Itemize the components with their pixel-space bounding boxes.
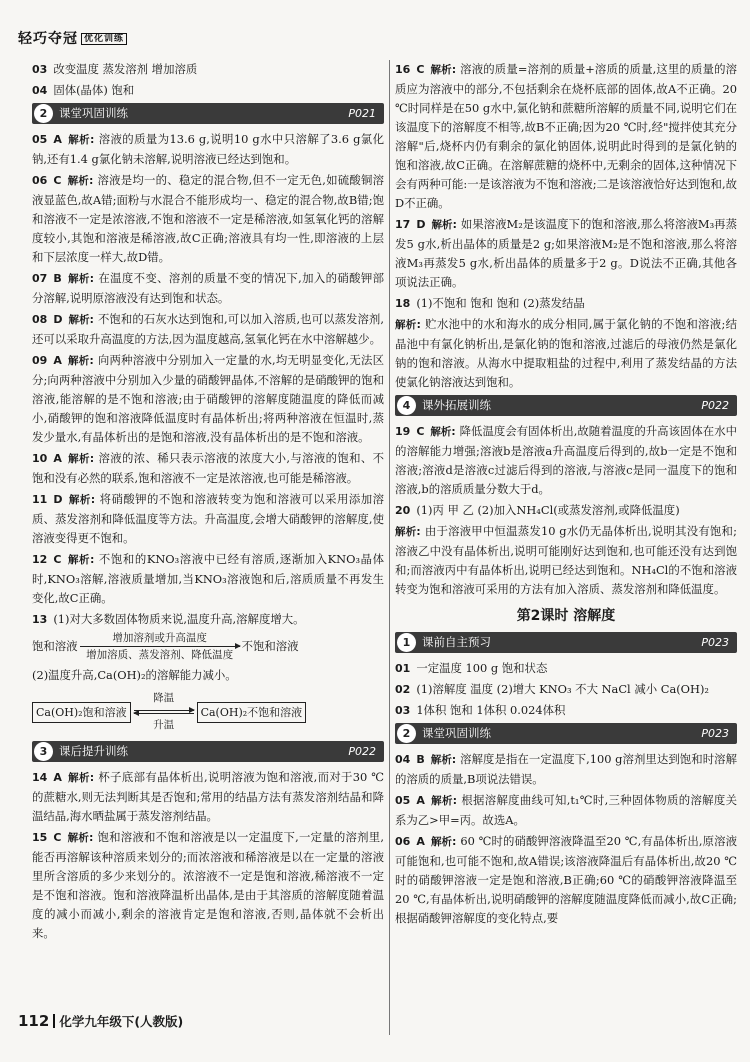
answer-item: 解析: 贮水池中的水和海水的成分相同,属于氯化钠的不饱和溶液;结晶池中有氯化钠析出,是氯化钠的饱和溶液,过滤后的母液仍然是氯化钠的饱和溶液。从海水中提取粗盐的过程中,利用了蒸发结晶的方法使氯化钠溶液达到饱和。 [395,317,737,389]
answer-line: (2)温度升高,Ca(OH)₂的溶解能力减小。 [32,668,237,682]
section-number-icon: 2 [34,104,53,123]
column-divider [389,60,390,1035]
brand-logo: 轻巧夺冠 $^{优化训练}$ [18,31,127,47]
right-column [395,60,737,930]
section-banner: 2 课堂巩固训练 P021 [32,103,384,124]
answer-item: 解析: 由于溶液甲中恒温蒸发10 g水仍无晶体析出,说明其没有饱和;溶液乙中没有晶体析出,说明可能刚好达到饱和,也可能还没有达到饱和;而溶液丙中有晶体析出,说明已经达到饱和。NH₄Cl的不饱和溶液转变为饱和溶液可采用的方法有加入溶质、蒸发溶剂和降低温度。 [395,524,737,596]
left-column [32,60,384,945]
brand-logo-sub: 优化训练 [81,33,127,45]
answer-item: 13 (1)对大多数固体物质来说,温度升高,溶解度增大。 [32,612,305,626]
answer-item: 14 A 解析: 杯子底部有晶体析出,说明溶液为饱和溶液,而对于30 ℃的蔗糖水,则无法判断其是否饱和;常用的结晶方法有蒸发溶剂结晶和降温结晶,海水晒盐属于蒸发溶剂结晶。 [32,770,384,823]
page-header [18,28,398,50]
answer-item: 05 A 解析: 根据溶解度曲线可知,t₁℃时,三种固体物质的溶解度关系为乙>甲=丙。故选A。 [395,793,737,827]
section-banner: 2 课堂巩固训练 P023 [395,723,737,744]
section-banner: 4 课外拓展训练 P022 [395,395,737,416]
conversion-equation: 饱和溶液 增加溶剂或升高温度 增加溶质、蒸发溶剂、降低温度 不饱和溶液 [32,632,299,661]
answer-item: 09 A 解析: 向两种溶液中分别加入一定量的水,均无明显变化,无法区分;向两种溶液中分别加入少量的硝酸钾晶体,不溶解的是硝酸钾的饱和溶液,能溶解的是不饱和溶液;由于硝酸钾的溶解度随温度的降低而减小,硝酸钾的饱和溶液降低温度时有晶体析出;将两种溶液在恒温时,蒸发少量水,有晶体析出的是饱和溶液,没有晶体析出的是不饱和溶液。 [32,353,384,444]
section-number-icon: 1 [397,633,416,652]
answer-item: 10 A 解析: 溶液的浓、稀只表示溶液的浓度大小,与溶液的饱和、不饱和没有必然的联系,饱和溶液不一定是浓溶液,也可能是稀溶液。 [32,451,385,485]
answer-item: 16 C 解析: 溶液的质量=溶剂的质量+溶质的质量,这里的质量的溶质应为溶液中的部分,不包括剩余在烧杯底部的固体,故A不正确。20 ℃时同样是在50 g水中,氯化钠和蔗糖所溶解的质量不同,说明它们在该温度下的溶解度不相等,故B不正确;因为20 ℃时,经"搅拌使其充分溶解"后,烧杯内仍有剩余的氯化钠固体,说明此时得到的是氯化钠的饱和溶液,故C正确。在溶解蔗糖的烧杯中,无剩余的固体,这种情况下会有两种可能:一是该溶液为不饱和溶液;二是该溶液恰好达到饱和,故D不正确。 [395,62,737,210]
conversion-diagram: Ca(OH)₂饱和溶液 降温 升温 Ca(OH)₂不饱和溶液 [32,689,384,735]
answer-item: 01 一定温度 100 g 饱和状态 [395,661,548,675]
lesson-title: 第2课时 溶解度 [516,608,616,624]
answer-item: 18 (1)不饱和 饱和 饱和 (2)蒸发结晶 [395,296,585,310]
answer-item: 06 C 解析: 溶液是均一的、稳定的混合物,但不一定无色,如硫酸铜溶液显蓝色,故A错;面粉与水混合不能形成均一、稳定的混合物,故B错;饱和溶液不一定是浓溶液,不饱和溶液不一定是稀溶液,如氢氧化钙的溶解度较小,其饱和溶液是稀溶液,故C正确;溶液具有均一性,即溶液的上层和下层浓度一样大,故D错。 [32,173,384,264]
conversion-arrow-icon: 增加溶剂或升高温度 增加溶质、蒸发溶剂、降低温度 [80,631,240,662]
answer-item: 17 D 解析: 如果溶液M₂是该温度下的饱和溶液,那么将溶液M₃再蒸发5 g水,析出晶体的质量是2 g;如果溶液M₂是不饱和溶液,那么将溶液M₃再蒸发5 g水,析出晶体的质量多于2 g。D说法不正确,其他各项说法正确。 [395,217,737,289]
section-number-icon: 2 [397,724,416,743]
answer-item: 06 A 解析: 60 ℃时的硝酸钾溶液降温至20 ℃,有晶体析出,原溶液可能饱和,也可能不饱和,故A错误;该溶液降温后有晶体析出,故20 ℃时的硝酸钾溶液一定是饱和溶液,B正确;60 ℃的硝酸钾溶液降温至20 ℃,有晶体析出,说明硝酸钾的溶解度随温度降低而减小,故C正确;根据硝酸钾溶解度的变化特点,要 [395,834,737,925]
section-number-icon: 3 [34,742,53,761]
answer-item: 04 固体(晶体) 饱和 [32,83,135,97]
answer-item: 19 C 解析: 降低温度会有固体析出,故随着温度的升高该固体在水中的溶解能力增强;溶液b是溶液a升高温度后得到的,故b一定是不饱和溶液;溶液d是溶液c过滤后得到的溶液,与溶液c是同一温度下的饱和溶液,b的溶质质量分数大于d。 [395,424,738,496]
answer-item: 03 1体积 饱和 1体积 0.024体积 [395,703,566,717]
section-number-icon: 4 [397,396,416,415]
book-title: 化学九年级下(人教版) [59,1014,184,1029]
answer-item: 07 B 解析: 在温度不变、溶剂的质量不变的情况下,加入的硝酸钾部分溶解,说明原溶液没有达到饱和状态。 [32,271,384,305]
answer-item: 02 (1)溶解度 温度 (2)增大 KNO₃ 不大 NaCl 减小 Ca(OH)₂ [395,682,709,696]
answer-item: 05 A 解析: 溶液的质量为13.6 g,说明10 g水中只溶解了3.6 g氯化钠,还有1.4 g氯化钠未溶解,说明溶液已经达到饱和。 [32,132,384,166]
page-footer [18,1012,183,1030]
section-banner: 3 课后提升训练 P022 [32,741,384,762]
answer-item: 12 C 解析: 不饱和的KNO₃溶液中已经有溶质,逐渐加入KNO₃晶体时,KNO₃溶解,溶液质量增加,当KNO₃溶液饱和后,溶质质量不再发生变化,故C正确。 [32,552,384,605]
two-way-arrow-icon: 降温 升温 [134,689,194,735]
answer-item: 20 (1)丙 甲 乙 (2)加入NH₄Cl(或蒸发溶剂,或降低温度) [395,503,680,517]
answer-item: 03 改变温度 蒸发溶剂 增加溶质 [32,62,198,76]
page-number: 112 [18,1012,50,1030]
answer-item: 11 D 解析: 将硝酸钾的不饱和溶液转变为饱和溶液可以采用添加溶质、蒸发溶剂和降低温度等方法。升高温度,会增大硝酸钾的溶解度,使溶液变得更不饱和。 [32,492,384,545]
answer-item: 04 B 解析: 溶解度是指在一定温度下,100 g溶剂里达到饱和时溶解的溶质的质量,B项说法错误。 [395,752,737,786]
answer-item: 08 D 解析: 不饱和的石灰水达到饱和,可以加入溶质,也可以蒸发溶剂,还可以采取升高温度的方法,因为温度越高,氢氧化钙在水中溶解越少。 [32,312,384,346]
answer-item: 15 C 解析: 饱和溶液和不饱和溶液是以一定温度下,一定量的溶剂里,能否再溶解该种溶质来划分的;而浓溶液和稀溶液是以在一定量的溶液里所含溶质的多少来划分的。浓溶液不一定是饱和溶液,稀溶液不一定是不饱和溶液。饱和溶液降温析出晶体,是由于其溶质的溶解度随着温度的减小而减小,剩余的溶液肯定是饱和溶液,否则,晶体就不会析出来。 [32,830,384,940]
section-banner: 1 课前自主预习 P023 [395,632,737,653]
